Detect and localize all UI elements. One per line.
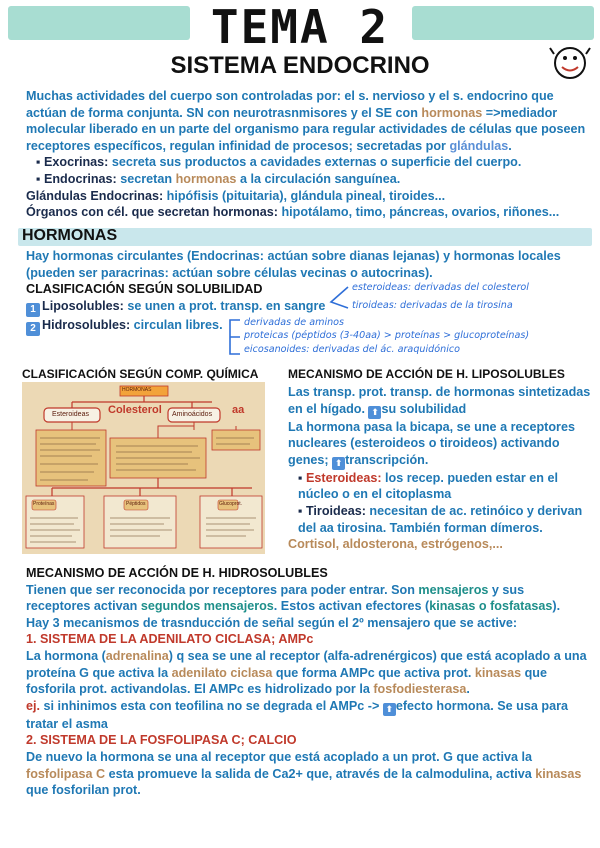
lipo-mech-p1-text: Las transp. prot. transp. de hormonas sintetizadas en el hígado. bbox=[288, 385, 591, 416]
hidrosolubles-label: Hidrosolubles: bbox=[42, 317, 131, 332]
hidro-mech-p1 bbox=[26, 582, 592, 615]
intro-section bbox=[26, 88, 592, 221]
glandulas-line bbox=[26, 188, 592, 205]
organos-line bbox=[26, 204, 592, 221]
s2-fosfolipasa: fosfolipasa C bbox=[26, 766, 106, 781]
lipo-mech-p2-text: La hormona pasa la bicapa, se une a receptores nucleares (esteroideos o tiroideos) activando genes; bbox=[288, 419, 575, 467]
bracket-hidro-icon bbox=[226, 318, 242, 356]
ej-b: efecto hormona. Se usa para tratar el asma bbox=[26, 698, 568, 731]
s1-a: La hormona ( bbox=[26, 648, 106, 663]
doodle-icon bbox=[548, 44, 592, 82]
clasif-quimica-heading: CLASIFICACIÓN SEGÚN COMP. QUÍMICA bbox=[22, 367, 259, 381]
hidro-p1-kinasas: kinasas o fosfatasas bbox=[429, 599, 553, 614]
s1-adrenalina: adrenalina bbox=[105, 648, 169, 663]
exocrinas-label: Exocrinas: bbox=[43, 155, 109, 170]
lipo-mech-section bbox=[288, 384, 594, 553]
page-title: TEMA 2 bbox=[210, 0, 390, 54]
hidro-mech-section bbox=[26, 565, 592, 799]
diagram-top: HORMONAS bbox=[122, 387, 152, 393]
hidro-p1-a: Tienen que ser reconocida por receptores para poder entrar. Son bbox=[26, 582, 419, 597]
intro-glandulas: glándulas bbox=[449, 138, 509, 153]
s1-c: que forma AMPc que activa prot. bbox=[272, 665, 475, 680]
endocrinas-text-a: secretan bbox=[116, 171, 176, 186]
lipo-mech-p2-transcripcion: transcripción. bbox=[345, 452, 429, 467]
diagram-colesterol: Colesterol bbox=[108, 404, 162, 416]
hidrosolubles-text: circulan libres. bbox=[130, 317, 223, 332]
sistema-1-heading: 1. SISTEMA DE LA ADENILATO CICLASA; AMPc bbox=[26, 632, 314, 647]
hormonas-paragraph: Hay hormonas circulantes (Endocrinas: actúan sobre dianas lejanas) y hormonas locales (pueden ser paracrinas: actúan sobre células vecinas o autocrinas). bbox=[26, 249, 561, 280]
liposolubles-label: Liposolubles: bbox=[42, 298, 124, 313]
s2-kinasas: kinasas bbox=[535, 766, 582, 781]
intro-text-b: =>mediador molecular liberado en un parte del organismo para regular actividades de células que poseen receptores específicos, regulan infinidad de procesos; secretadas por bbox=[26, 105, 586, 153]
hidro-p1-segundos: segundos mensajeros bbox=[140, 599, 274, 614]
esteroideas-text: los recep. pueden estar en el núcleo o en el citoplasma bbox=[298, 470, 558, 502]
note-eicosanoides: eicosanoides: derivadas del ác. araquidónico bbox=[244, 344, 460, 355]
sistema-1-text bbox=[26, 648, 592, 698]
hidro-p1-mensajeros: mensajeros bbox=[418, 582, 489, 597]
increase-arrow-icon: ⬆ bbox=[368, 406, 381, 419]
page-subtitle: SISTEMA ENDOCRINO bbox=[170, 52, 430, 79]
endocrinas-text-b: a la circulación sanguínea. bbox=[236, 171, 401, 186]
endocrinas-label: Endocrinas: bbox=[43, 171, 117, 186]
intro-text-a: Muchas actividades del cuerpo son controladas por: el s. nervioso y el s. endocrino que actúan de forma conjunta. SN con neurotrasnmisores y el SE con bbox=[26, 89, 554, 120]
hidro-p1-c: . Estos activan efectores ( bbox=[273, 599, 430, 614]
lipo-mech-heading: MECANISMO DE ACCIÓN DE H. LIPOSOLUBLES bbox=[288, 367, 565, 381]
s1-fosfodiesterasa: fosfodiesterasa bbox=[373, 682, 467, 697]
endocrinas-hormonas: hormonas bbox=[175, 171, 237, 186]
intro-paragraph bbox=[26, 88, 592, 154]
tiroideas-label: Tiroideas: bbox=[305, 503, 366, 518]
organos-text: hipotálamo, timo, páncreas, ovarios, riñones... bbox=[281, 205, 560, 220]
intro-text-c: . bbox=[508, 138, 512, 153]
note-aminos: derivadas de aminos bbox=[244, 317, 345, 328]
lipo-examples: Cortisol, aldosterona, estrógenos,... bbox=[288, 537, 503, 552]
esteroideas-label: Esteroideas: bbox=[305, 470, 382, 485]
s2-c: que fosforilan prot. bbox=[26, 783, 141, 798]
diagram-bottom-left: Proteínas bbox=[33, 501, 55, 507]
s2-b: esta promueve la salida de Ca2+ que, através de la calmodulina, activa bbox=[105, 766, 536, 781]
hidro-p1-b: y sus receptores activan bbox=[26, 582, 525, 614]
diagram-aa: aa bbox=[232, 404, 245, 416]
tiroideas-text: necesitan de ac. retinóico y derivan del aa tirosina. También forman dímeros. bbox=[298, 503, 583, 535]
number-one-icon: 1 bbox=[26, 303, 40, 317]
note-tiroideas: tiroideas: derivadas de la tirosina bbox=[352, 300, 513, 311]
s1-adenilato: adenilato ciclasa bbox=[171, 665, 273, 680]
lipo-mech-p1-solubilidad: su solubilidad bbox=[381, 401, 467, 416]
diagram-bottom-right: Glucoprot. bbox=[219, 501, 243, 507]
sistema-2-heading: 2. SISTEMA DE LA FOSFOLIPASA C; CALCIO bbox=[26, 733, 297, 748]
hidro-mech-heading: MECANISMO DE ACCIÓN DE H. HIDROSOLUBLES bbox=[26, 566, 328, 580]
ej-a: si inhinimos esta con teofilina no se degrada el AMPc -> bbox=[40, 698, 383, 713]
intro-hormonas: hormonas bbox=[421, 105, 483, 120]
glandulas-text: hipófisis (pituitaria), glándula pineal, tiroides... bbox=[166, 188, 446, 203]
ej-label: ej. bbox=[26, 698, 41, 713]
increase-arrow-icon: ⬆ bbox=[332, 457, 345, 470]
s1-d: que fosforila prot. activandolas. El AMPc es hidrolizado por la bbox=[26, 665, 547, 697]
example-line bbox=[26, 698, 592, 733]
number-two-icon: 2 bbox=[26, 322, 40, 336]
hormonas-heading: HORMONAS bbox=[22, 227, 118, 244]
branch-lipo-icon bbox=[328, 284, 350, 312]
sistema-2-text bbox=[26, 749, 592, 799]
bullet-esteroideas bbox=[288, 470, 594, 503]
s1-e: . bbox=[466, 682, 470, 697]
note-proteicas: proteicas (péptidos (3-40aa) > proteínas > glucoproteínas) bbox=[244, 330, 530, 341]
clasif-solubilidad-heading: CLASIFICACIÓN SEGÚN SOLUBILIDAD bbox=[26, 282, 263, 297]
s1-kinasas: kinasas bbox=[474, 665, 522, 680]
note-esteroideas: esteroideas: derivadas del colesterol bbox=[352, 282, 529, 293]
s1-b: ) q sea se une al receptor (alfa-adrenérgicos) que está acoplado a una proteína G que activa la bbox=[26, 648, 587, 680]
hidro-mech-p2: Hay 3 mecanismos de trasnducción de señal según el 2º mensajero que se active: bbox=[26, 615, 518, 630]
diagram-right: Aminoácidos bbox=[172, 411, 213, 418]
lipo-mech-p2 bbox=[288, 419, 594, 470]
diagram-bottom-mid: Péptidos bbox=[126, 501, 146, 507]
glandulas-label: Glándulas Endocrinas: bbox=[26, 188, 167, 203]
exocrinas-text: secreta sus productos a cavidades externas o superficie del cuerpo. bbox=[108, 155, 522, 170]
s2-a: De nuevo la hormona se una al receptor que está acoplado a un prot. G que activa la bbox=[26, 749, 532, 764]
organos-label: Órganos con cél. que secretan hormonas: bbox=[26, 205, 282, 220]
diagram-left: Esteroideas bbox=[52, 411, 89, 418]
hidro-p1-d: ). bbox=[552, 599, 561, 614]
liposolubles-text: se unen a prot. transp. en sangre bbox=[123, 298, 326, 313]
increase-arrow-icon: ⬆ bbox=[383, 703, 396, 716]
hormone-classification-photo bbox=[22, 382, 265, 554]
bullet-exocrinas bbox=[26, 154, 592, 171]
bullet-tiroideas bbox=[288, 503, 594, 536]
bullet-endocrinas bbox=[26, 171, 592, 188]
lipo-mech-p1 bbox=[288, 384, 594, 419]
